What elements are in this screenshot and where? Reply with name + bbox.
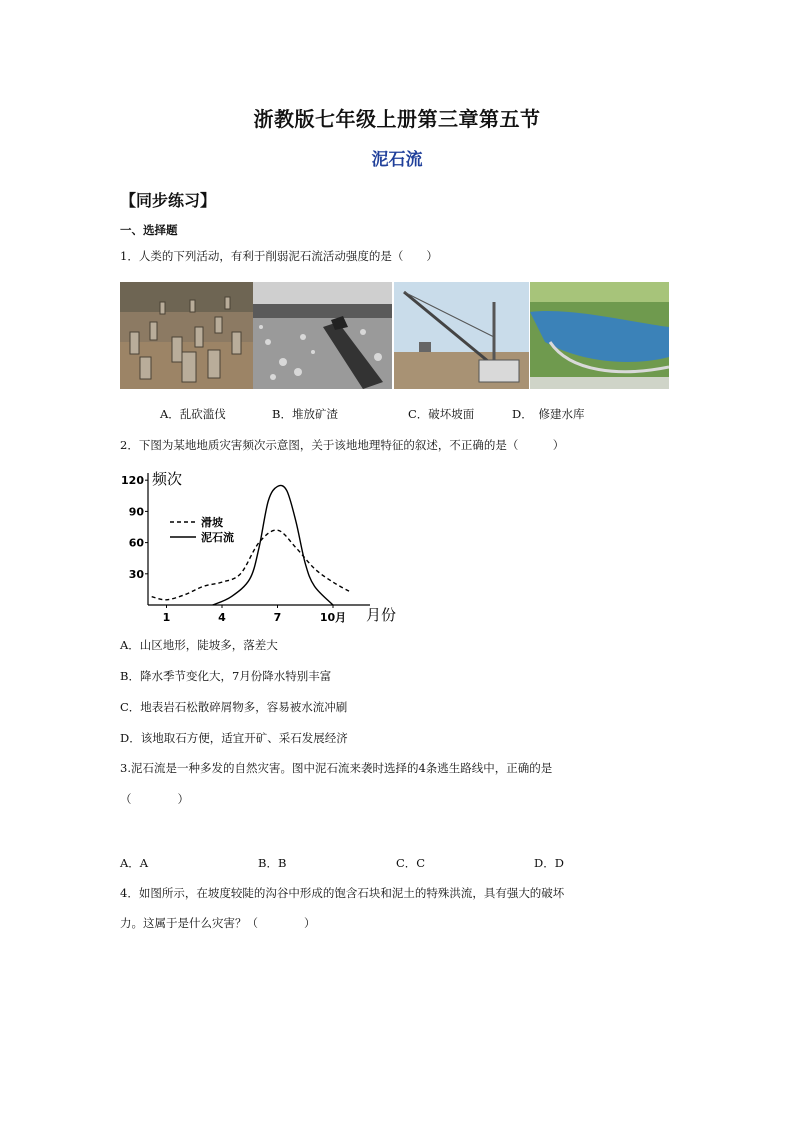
question-1-option-c: C．破坏坡面 <box>408 407 475 421</box>
excavator-slope-photo <box>394 282 529 389</box>
question-3-stem-line-2: （ ） <box>120 792 189 806</box>
question-1-stem: 1．人类的下列活动，有利于削弱泥石流活动强度的是（ ） <box>120 249 438 263</box>
chart-legend <box>170 515 234 544</box>
question-1-option-b: B．堆放矿渣 <box>272 407 338 421</box>
question-2-option-c: C．地表岩石松散碎屑物多，容易被水流冲刷 <box>120 700 348 714</box>
chart-series <box>152 485 352 605</box>
question-2-option-d: D．该地取石方便，适宜开矿、采石发展经济 <box>120 731 348 745</box>
chart-axes <box>148 473 370 605</box>
chart-y-axis-label: 频次 <box>152 470 183 488</box>
question-4-stem-line-1: 4．如图所示，在坡度较陡的沟谷中形成的饱含石块和泥土的特殊洪流，具有强大的破坏 <box>120 886 565 900</box>
reservoir-photo <box>530 282 669 389</box>
y-tick-label: 60 <box>128 536 144 550</box>
question-3-option-c: C．C <box>396 856 426 870</box>
legend-label: 泥石流 <box>201 531 234 544</box>
disaster-frequency-chart <box>118 462 408 627</box>
question-2-option-b: B．降水季节变化大，7月份降水特别丰富 <box>120 669 332 683</box>
deforested-stumps-photo <box>120 282 253 389</box>
question-3-stem-line-1: 3.泥石流是一种多发的自然灾害。图中泥石流来袭时选择的4条逃生路线中，正确的是 <box>120 761 553 775</box>
y-tick-label: 90 <box>128 505 144 519</box>
page-subtitle: 泥石流 <box>371 150 423 170</box>
y-tick-label: 30 <box>128 567 144 581</box>
question-1-option-d: D． 修建水库 <box>512 407 585 421</box>
section-title: 【同步练习】 <box>120 191 217 210</box>
y-tick-label: 120 <box>121 474 144 488</box>
legend-label: 滑坡 <box>201 516 223 529</box>
question-2-option-a: A．山区地形，陡坡多，落差大 <box>120 638 278 652</box>
part-title: 一、选择题 <box>120 223 178 237</box>
page-title: 浙教版七年级上册第三章第五节 <box>253 107 541 131</box>
question-2-stem: 2．下图为某地地质灾害频次示意图，关于该地地理特征的叙述，不正确的是（ ） <box>120 438 565 452</box>
question-3-option-a: A．A <box>120 856 149 870</box>
x-tick-label: 1 <box>162 611 171 624</box>
series-line-landslide <box>152 530 352 600</box>
series-line-debris-flow <box>213 485 333 605</box>
question-3-option-b: B．B <box>258 856 287 870</box>
chart-ticks <box>121 474 346 624</box>
question-4-stem-line-2: 力。这属于是什么灾害？（ ） <box>120 916 316 930</box>
chart-x-axis-label: 月份 <box>366 606 397 624</box>
mine-waste-photo <box>253 282 392 389</box>
x-tick-label: 4 <box>218 611 226 624</box>
question-1-option-a: A．乱砍滥伐 <box>160 407 226 421</box>
x-tick-label: 10月 <box>319 611 347 624</box>
question-3-option-d: D．D <box>534 856 564 870</box>
x-tick-label: 7 <box>273 611 282 624</box>
